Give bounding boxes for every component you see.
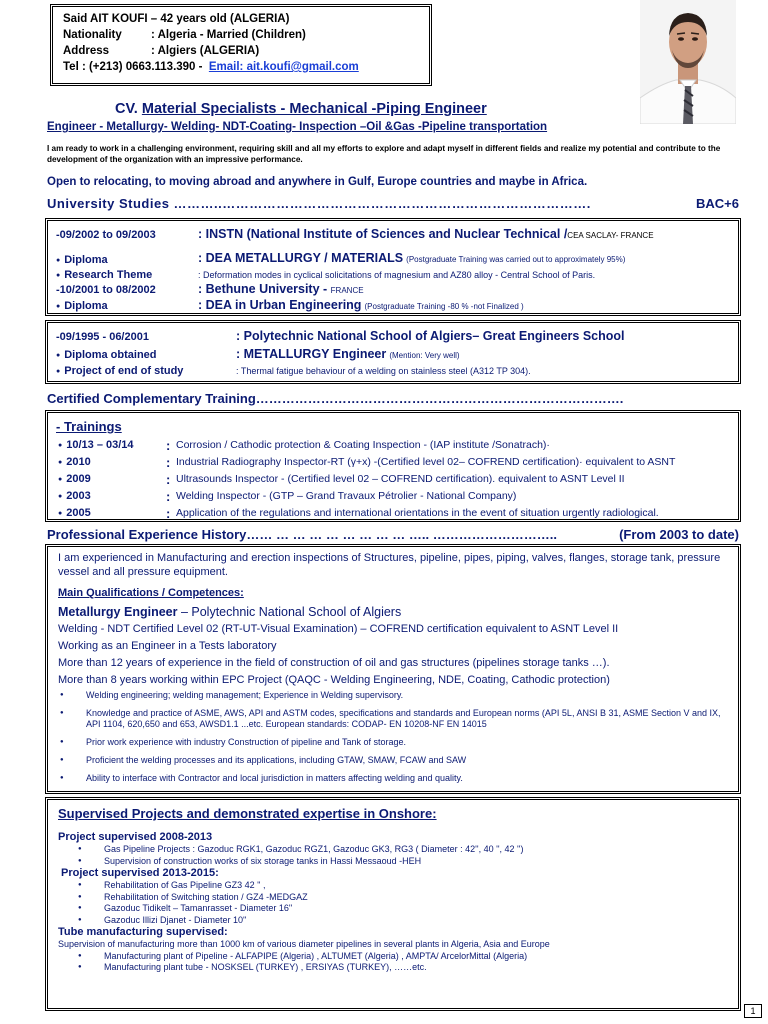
nationality-row [63, 27, 419, 43]
supervised-item: ● Rehabilitation of Switching station / GZ4 -MEDGAZ [58, 892, 728, 904]
diploma-value-1 [198, 251, 625, 265]
training-text: Application of the regulations and international orientations in the event of situation urgently radiological. [176, 507, 659, 519]
diploma-note-2: (Postgraduate Training -80 % -not Finalized ) [364, 302, 524, 311]
supervised-item: ● Gas Pipeline Projects : Gazoduc RGK1, Gazoduc RGZ1, Gazoduc GK3, RG3 ( Diameter : 42'', 40 '', 42 '') [58, 844, 728, 856]
email-link[interactable]: Email: ait.koufi@gmail.com [208, 61, 359, 73]
institution-bethune-country: FRANCE [330, 286, 364, 295]
nationality-label: Nationality [63, 29, 122, 41]
intro-paragraph: I am ready to work in a challenging environment, requiring skill and all my efforts to explore and adapt myself in different fields and realize my potential and contribute to the development of the organization with an impressive performance. [47, 144, 721, 164]
training-colon: : [166, 438, 171, 453]
diploma-value-2-text: : DEA in Urban Engineering [198, 298, 362, 312]
supervised-item: ● Manufacturing plant of Pipeline - ALFAPIPE (Algeria) , ALTUMET (Algeria) , AMPTA/ ArcelorMittal (Algeria) [58, 951, 728, 963]
portrait-illustration [640, 0, 736, 124]
experience-bullet: ● Prior work experience with industry Construction of pipeline and Tank of storage. [58, 737, 728, 748]
contact-box [50, 4, 432, 86]
training-box [45, 410, 741, 522]
cv-title [115, 101, 487, 117]
training-colon: : [166, 455, 171, 470]
institution-instn [198, 227, 654, 241]
tube-manufacturing-title: Tube manufacturing supervised: [58, 926, 228, 938]
institution-polytechnic: : Polytechnic National School of Algiers– Great Engineers School [236, 329, 625, 343]
project-label: ● Project of end of study [56, 365, 183, 377]
training-date: ● 2003 [58, 490, 91, 502]
training-text: Industrial Radiography Inspector-RT (γ+x) -(Certified level 02– COFREND certification)· equivalent to ASNT [176, 456, 676, 468]
research-theme-label: ● Research Theme [56, 269, 152, 281]
experience-bullet: ● Ability to interface with Contractor and local jurisdiction in matters affecting welding and quality. [58, 773, 728, 784]
institution-bethune [198, 282, 364, 296]
training-text: Corrosion / Cathodic protection & Coating Inspection - (IAP institute /Sonatrach)· [176, 439, 550, 451]
institution-bethune-name: : Bethune University - [198, 282, 331, 296]
university-heading [47, 196, 741, 211]
training-date: ● 2010 [58, 456, 91, 468]
experience-bullet: ● Proficient the welding processes and its applications, including GTAW, SMAW, FCAW and SAW [58, 755, 728, 766]
project-value: : Thermal fatigue behaviour of a welding on stainless steel (A312 TP 304). [236, 366, 531, 376]
experience-intro: I am experienced in Manufacturing and erection inspections of Structures, pipeline, pipes, piping, valves, flanges, storage tank, pressure vessel and all pressure equipment. [58, 552, 721, 578]
supervised-item: ● Gazoduc Tidikelt – Tamanrasset - Diameter 16'' [58, 903, 728, 915]
training-date: ● 2005 [58, 507, 91, 519]
institution-instn-name: : INSTN (National Institute of Sciences and Nuclear Technical / [198, 227, 568, 241]
training-colon: : [166, 489, 171, 504]
university-box-2 [45, 320, 741, 384]
university-heading-text: University Studies ………..………………………………………………………………………. [47, 196, 591, 211]
experience-bullets [58, 690, 728, 784]
experience-line: Welding - NDT Certified Level 02 (RT-UT-Visual Examination) – COFREND certification equivalent to ASNT Level II [58, 623, 619, 635]
supervised-box [45, 797, 741, 1011]
training-colon: : [166, 506, 171, 521]
cv-title-prefix: CV. [115, 101, 142, 117]
experience-bullet: ● Knowledge and practice of ASME, AWS, API and ASTM codes, specifications and standards and European norms (API 5L, ANSI B 31, ASME Section V and IX, API 1104, 620,650 and 653, AWSD1.1 ...etc. European standards: CODAP- EN 10208-NF EN 14015 [58, 708, 728, 730]
diploma-value-2 [198, 298, 524, 312]
dates-instn: -09/2002 to 09/2003 [56, 229, 156, 241]
experience-heading-end: (From 2003 to date) [619, 527, 739, 542]
experience-bullet: ● Welding engineering; welding management; Experience in Welding supervisory. [58, 690, 728, 701]
experience-line: More than 8 years working within EPC Project (QAQC - Welding Engineering, NDE, Coating, Cathodic protection) [58, 674, 610, 686]
experience-lines [58, 622, 728, 687]
project-2013-list [58, 880, 728, 926]
training-heading: Certified Complementary Training…………………………………………………………………………. [47, 391, 624, 406]
cv-title-main: Material Specialists - Mechanical -Piping Engineer [141, 101, 487, 117]
diploma-label-2: ● Diploma [56, 300, 108, 312]
address-value: : Algiers (ALGERIA) [151, 45, 260, 57]
research-theme-value: : Deformation modes in cyclical solicitations of magnesium and AZ80 alloy - Central School of Paris. [198, 270, 596, 280]
diploma-obtained-text: : METALLURGY Engineer [236, 347, 387, 361]
tube-manufacturing-list [58, 951, 728, 974]
supervised-heading: Supervised Projects and demonstrated expertise in Onshore: [58, 806, 437, 821]
role-school: – Polytechnic National School of Algiers [177, 605, 402, 619]
project-2013-title: Project supervised 2013-2015: [61, 867, 219, 879]
name-age: Said AIT KOUFI – 42 years old (ALGERIA) [63, 13, 290, 25]
experience-heading [47, 527, 741, 542]
diploma-value-1-text: : DEA METALLURGY / MATERIALS [198, 251, 404, 265]
nationality-value: : Algeria - Married (Children) [151, 29, 306, 41]
role-title: Metallurgy Engineer [58, 605, 178, 619]
experience-box [45, 544, 741, 794]
dates-polytechnic: -09/1995 - 06/2001 [56, 331, 149, 343]
supervised-item: ● Supervision of construction works of six storage tanks in Hassi Messaoud -HEH [58, 856, 728, 868]
experience-line: Working as an Engineer in a Tests laboratory [58, 640, 277, 652]
role-line [58, 605, 728, 619]
supervised-item: ● Manufacturing plant tube - NOSKSEL (TURKEY) , ERSIYAS (TURKEY), ……etc. [58, 962, 728, 974]
project-2008-title: Project supervised 2008-2013 [58, 831, 213, 843]
diploma-obtained-value [236, 347, 460, 361]
cv-subtitle: Engineer - Metallurgy- Welding- NDT-Coating- Inspection –Oil &Gas -Pipeline transportation [47, 121, 548, 133]
diploma-obtained-label: ● Diploma obtained [56, 349, 157, 361]
training-text: Welding Inspector - (GTP – Grand Travaux Pétrolier - National Company) [176, 490, 517, 502]
relocation-statement: Open to relocating, to moving abroad and anywhere in Gulf, Europe countries and maybe in Africa. [47, 176, 588, 188]
university-heading-end: BAC+6 [696, 196, 739, 211]
page-number: 1 [744, 1004, 762, 1018]
qualifications-heading: Main Qualifications / Competences: [58, 587, 244, 599]
trainings-title: - Trainings [56, 419, 122, 434]
dates-bethune: -10/2001 to 08/2002 [56, 284, 156, 296]
diploma-obtained-note: (Mention: Very well) [389, 351, 460, 360]
address-row [63, 43, 419, 59]
tube-manufacturing-text: Supervision of manufacturing more than 1000 km of various diameter pipelines in several plants in Algeria, Asia and Europe [58, 939, 550, 949]
diploma-note-1: (Postgraduate Training was carried out to approximately 95%) [406, 255, 626, 264]
training-date: ● 10/13 – 03/14 [58, 439, 134, 451]
supervised-item: ● Gazoduc Illizi Djanet - Diameter 10'' [58, 915, 728, 927]
address-label: Address [63, 45, 110, 57]
project-2008-list [58, 844, 728, 867]
training-date: ● 2009 [58, 473, 91, 485]
training-text: Ultrasounds Inspector - (Certified level 02 – COFREND certification). equivalent to ASNT Level II [176, 473, 625, 485]
university-box-1 [45, 218, 741, 316]
profile-photo [640, 0, 736, 124]
telephone: Tel : (+213) 0663.113.390 - [63, 61, 203, 73]
tel-row [63, 59, 419, 75]
institution-instn-location: CEA SACLAY- FRANCE [567, 231, 654, 240]
experience-heading-text: Professional Experience History…… … … … … … … … … ….. ……………………….. [47, 527, 557, 542]
supervised-item: ● Rehabilitation of Gas Pipeline GZ3 42 '' , [58, 880, 728, 892]
experience-line: More than 12 years of experience in the field of construction of oil and gas structures (pipelines storage tanks …). [58, 657, 610, 669]
diploma-label-1: ● Diploma [56, 254, 108, 266]
training-colon: : [166, 472, 171, 487]
